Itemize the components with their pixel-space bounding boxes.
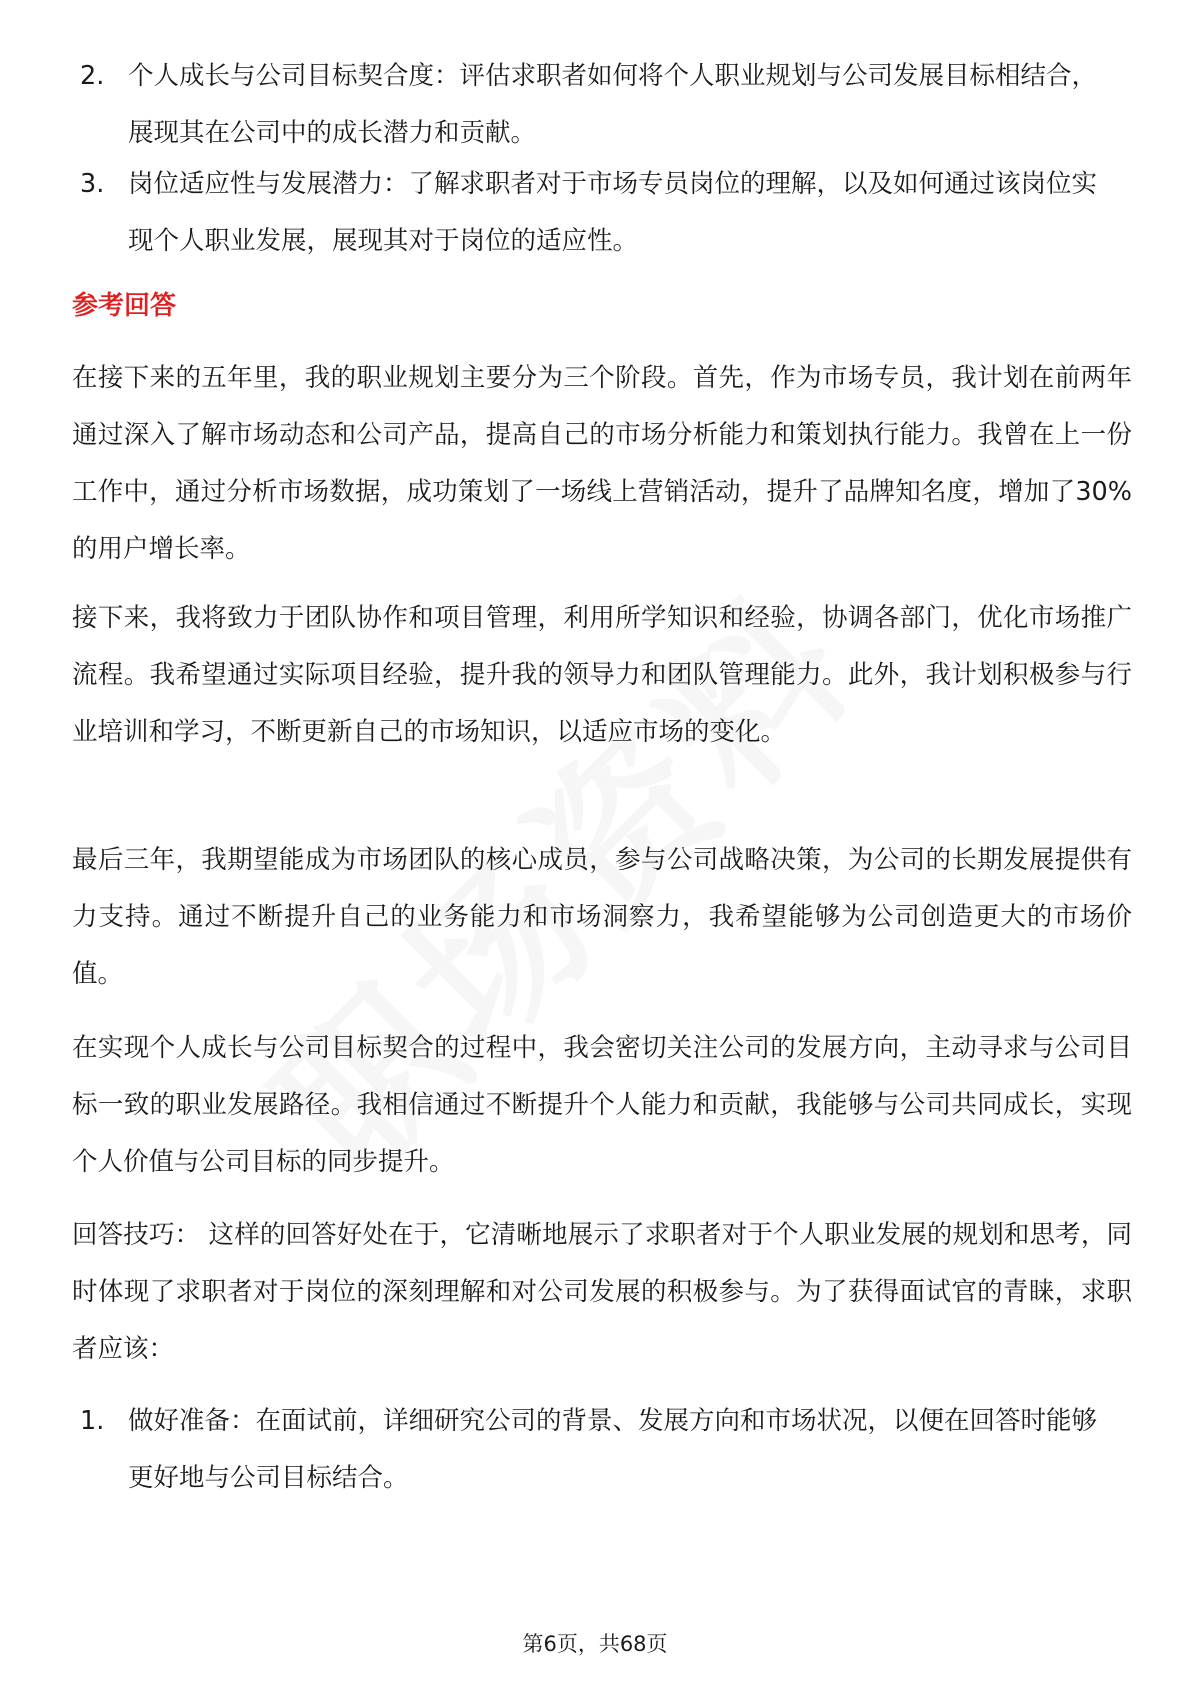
- list-number: 2.: [80, 61, 105, 91]
- paragraph: 在实现个人成长与公司目标契合的过程中，我会密切关注公司的发展方向，主动寻求与公司目标一致的职业发展路径。我相信通过不断提升个人能力和贡献，我能够与公司共同成长，实现个人价值与公司目标的同步提升。: [72, 1033, 1132, 1177]
- list-text: 做好准备：在面试前，详细研究公司的背景、发展方向和市场状况，以便在回答时能够更好地与公司目标结合。: [128, 1406, 1098, 1493]
- page-footer: 第6页，共68页: [522, 1632, 668, 1656]
- paragraph: 接下来，我将致力于团队协作和项目管理，利用所学知识和经验，协调各部门，优化市场推广流程。我希望通过实际项目经验，提升我的领导力和团队管理能力。此外，我计划积极参与行业培训和学习，不断更新自己的市场知识，以适应市场的变化。: [72, 603, 1132, 747]
- list-number: 1.: [80, 1406, 105, 1436]
- list-number: 3.: [80, 169, 105, 199]
- list-text: 个人成长与公司目标契合度：评估求职者如何将个人职业规划与公司发展目标相结合，展现其在公司中的成长潜力和贡献。: [128, 61, 1098, 148]
- section-heading: 参考回答: [72, 291, 177, 321]
- list-text: 岗位适应性与发展潜力：了解求职者对于市场专员岗位的理解，以及如何通过该岗位实现个人职业发展，展现其对于岗位的适应性。: [128, 169, 1098, 256]
- tips-paragraph: 回答技巧： 这样的回答好处在于，它清晰地展示了求职者对于个人职业发展的规划和思考，同时体现了求职者对于岗位的深刻理解和对公司发展的积极参与。为了获得面试官的青睐，求职者应该：: [72, 1220, 1132, 1364]
- paragraph: 在接下来的五年里，我的职业规划主要分为三个阶段。首先，作为市场专员，我计划在前两年通过深入了解市场动态和公司产品，提高自己的市场分析能力和策划执行能力。我曾在上一份工作中，通过分析市场数据，成功策划了一场线上营销活动，提升了品牌知名度，增加了30%的用户增长率。: [72, 363, 1132, 564]
- paragraph: 最后三年，我期望能成为市场团队的核心成员，参与公司战略决策，为公司的长期发展提供有力支持。通过不断提升自己的业务能力和市场洞察力，我希望能够为公司创造更大的市场价值。: [72, 845, 1132, 989]
